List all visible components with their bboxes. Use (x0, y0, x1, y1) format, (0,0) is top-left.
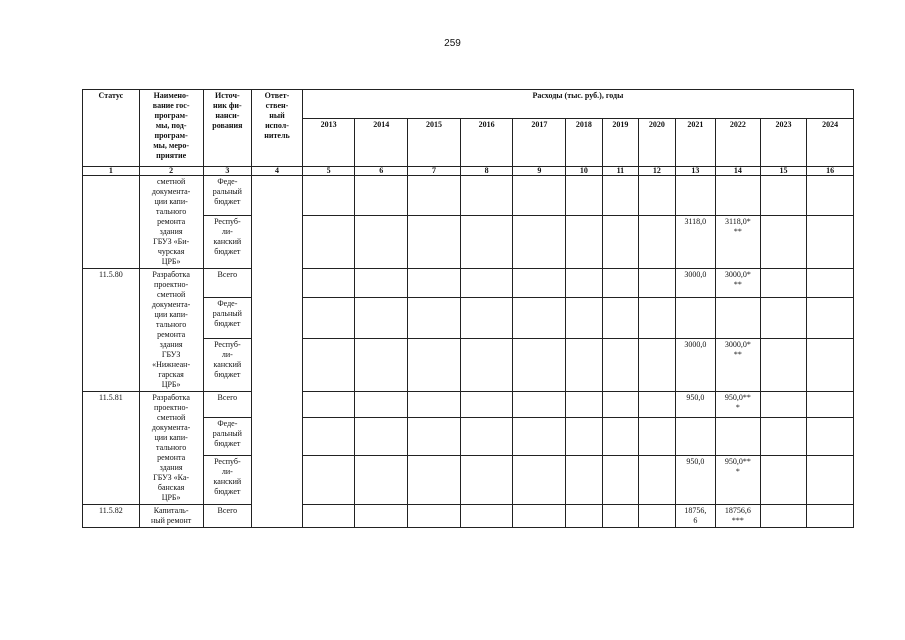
column-number: 4 (252, 167, 303, 176)
value-cell (760, 338, 807, 391)
value-cell (760, 176, 807, 216)
column-number: 9 (513, 167, 566, 176)
value-cell (513, 176, 566, 216)
value-cell-2021: 3118,0 (675, 216, 716, 269)
year-header: 2023 (760, 119, 807, 167)
value-cell (639, 269, 675, 298)
value-cell (408, 418, 461, 456)
value-cell (355, 176, 408, 216)
value-cell (760, 418, 807, 456)
value-cell (807, 216, 854, 269)
value-cell (639, 176, 675, 216)
year-header: 2024 (807, 119, 854, 167)
value-cell (639, 297, 675, 338)
value-cell (513, 392, 566, 418)
source-cell: Всего (203, 269, 252, 298)
value-cell (602, 392, 638, 418)
value-cell (355, 216, 408, 269)
column-number: 7 (408, 167, 461, 176)
column-number: 15 (760, 167, 807, 176)
value-cell (355, 418, 408, 456)
column-number: 8 (460, 167, 513, 176)
year-header: 2017 (513, 119, 566, 167)
value-cell-2021 (675, 418, 716, 456)
status-cell: 11.5.82 (83, 505, 140, 528)
value-cell (460, 176, 513, 216)
value-cell (807, 505, 854, 528)
year-header: 2021 (675, 119, 716, 167)
value-cell-2022 (716, 176, 761, 216)
value-cell (602, 455, 638, 504)
value-cell (408, 216, 461, 269)
value-cell (302, 338, 355, 391)
measure-name-cell: Разработка проектно- сметной документа- ции капи- тального ремонта здания ГБУЗ «Нижнеан- гарская ЦРБ» (139, 269, 203, 392)
year-header: 2013 (302, 119, 355, 167)
source-cell: Респуб- ли- канский бюджет (203, 216, 252, 269)
value-cell-2021: 3000,0 (675, 338, 716, 391)
table-row (83, 505, 854, 528)
source-cell: Всего (203, 505, 252, 528)
value-cell (566, 297, 602, 338)
value-cell (302, 269, 355, 298)
value-cell (602, 505, 638, 528)
value-cell (639, 338, 675, 391)
value-cell (566, 216, 602, 269)
column-number: 13 (675, 167, 716, 176)
year-header: 2020 (639, 119, 675, 167)
table-body (83, 176, 854, 528)
value-cell (760, 216, 807, 269)
value-cell (355, 269, 408, 298)
source-cell: Всего (203, 392, 252, 418)
value-cell (760, 392, 807, 418)
value-cell (807, 176, 854, 216)
value-cell-2021: 950,0 (675, 455, 716, 504)
value-cell (302, 216, 355, 269)
value-cell (602, 216, 638, 269)
value-cell-2022: 3000,0* ** (716, 338, 761, 391)
source-cell: Респуб- ли- канский бюджет (203, 338, 252, 391)
header-source: Источ- ник фи- нанси- рования (203, 90, 252, 167)
source-cell: Феде- ральный бюджет (203, 418, 252, 456)
value-cell (460, 297, 513, 338)
value-cell (807, 297, 854, 338)
value-cell (639, 216, 675, 269)
value-cell (566, 176, 602, 216)
value-cell (639, 455, 675, 504)
value-cell (513, 455, 566, 504)
value-cell-2021 (675, 297, 716, 338)
source-cell: Феде- ральный бюджет (203, 176, 252, 216)
header-executor: Ответ- ствен- ный испол- нитель (252, 90, 303, 167)
value-cell (602, 269, 638, 298)
value-cell-2022 (716, 297, 761, 338)
value-cell (807, 455, 854, 504)
value-cell-2022: 3118,0* ** (716, 216, 761, 269)
value-cell-2021: 3000,0 (675, 269, 716, 298)
value-cell (408, 392, 461, 418)
value-cell (460, 338, 513, 391)
status-cell: 11.5.80 (83, 269, 140, 392)
value-cell (408, 176, 461, 216)
column-number: 12 (639, 167, 675, 176)
column-number: 2 (139, 167, 203, 176)
value-cell (460, 418, 513, 456)
header-name: Наимено- вание гос- програм- мы, под- програм- мы, меро- приятие (139, 90, 203, 167)
value-cell-2021 (675, 176, 716, 216)
column-number: 14 (716, 167, 761, 176)
value-cell (460, 216, 513, 269)
value-cell (566, 505, 602, 528)
value-cell (355, 455, 408, 504)
value-cell (302, 418, 355, 456)
value-cell (807, 392, 854, 418)
column-number: 1 (83, 167, 140, 176)
table-row (83, 176, 854, 216)
value-cell (602, 176, 638, 216)
year-header: 2016 (460, 119, 513, 167)
value-cell (513, 216, 566, 269)
value-cell (566, 392, 602, 418)
executor-cell (252, 176, 303, 528)
value-cell (760, 297, 807, 338)
value-cell (760, 455, 807, 504)
value-cell (460, 269, 513, 298)
value-cell-2022 (716, 418, 761, 456)
year-header: 2014 (355, 119, 408, 167)
value-cell (513, 505, 566, 528)
value-cell (302, 392, 355, 418)
value-cell (602, 297, 638, 338)
value-cell (513, 269, 566, 298)
value-cell (760, 505, 807, 528)
value-cell-2022: 950,0** * (716, 392, 761, 418)
column-number: 6 (355, 167, 408, 176)
page-number: 259 (444, 38, 461, 49)
status-cell: 11.5.81 (83, 392, 140, 505)
measure-name-cell: Капиталь- ный ремонт (139, 505, 203, 528)
year-header: 2015 (408, 119, 461, 167)
value-cell (807, 418, 854, 456)
year-header: 2019 (602, 119, 638, 167)
value-cell (602, 418, 638, 456)
column-number: 5 (302, 167, 355, 176)
table-row (83, 392, 854, 418)
value-cell (513, 297, 566, 338)
source-cell: Феде- ральный бюджет (203, 297, 252, 338)
value-cell (408, 338, 461, 391)
table-row (83, 269, 854, 298)
value-cell (408, 269, 461, 298)
value-cell (408, 505, 461, 528)
value-cell (639, 505, 675, 528)
value-cell (639, 418, 675, 456)
status-cell (83, 176, 140, 269)
value-cell-2021: 950,0 (675, 392, 716, 418)
value-cell (302, 505, 355, 528)
value-cell (302, 176, 355, 216)
value-cell-2022: 950,0** * (716, 455, 761, 504)
value-cell (302, 455, 355, 504)
value-cell (566, 455, 602, 504)
measure-name-cell: Разработка проектно- сметной документа- ции капи- тального ремонта здания ГБУЗ «Ка- банская ЦРБ» (139, 392, 203, 505)
value-cell (460, 455, 513, 504)
value-cell (460, 392, 513, 418)
value-cell (566, 269, 602, 298)
measure-name-cell: сметной документа- ции капи- тального ремонта здания ГБУЗ «Би- чурская ЦРБ» (139, 176, 203, 269)
value-cell (355, 505, 408, 528)
budget-table (82, 89, 854, 528)
value-cell (355, 297, 408, 338)
value-cell-2022: 3000,0* ** (716, 269, 761, 298)
value-cell (302, 297, 355, 338)
value-cell (760, 269, 807, 298)
value-cell (602, 338, 638, 391)
value-cell (408, 297, 461, 338)
value-cell (513, 338, 566, 391)
year-header: 2018 (566, 119, 602, 167)
value-cell (408, 455, 461, 504)
column-number: 3 (203, 167, 252, 176)
column-number: 11 (602, 167, 638, 176)
value-cell (807, 269, 854, 298)
value-cell (355, 338, 408, 391)
year-header: 2022 (716, 119, 761, 167)
value-cell (566, 418, 602, 456)
value-cell (807, 338, 854, 391)
column-number: 10 (566, 167, 602, 176)
column-number-row (83, 167, 854, 176)
column-number: 16 (807, 167, 854, 176)
value-cell (460, 505, 513, 528)
value-cell-2021: 18756, 6 (675, 505, 716, 528)
value-cell (513, 418, 566, 456)
source-cell: Респуб- ли- канский бюджет (203, 455, 252, 504)
header-expenses: Расходы (тыс. руб.), годы (302, 90, 853, 119)
value-cell (355, 392, 408, 418)
header-status: Статус (83, 90, 140, 167)
value-cell (639, 392, 675, 418)
value-cell-2022: 18756,6 *** (716, 505, 761, 528)
value-cell (566, 338, 602, 391)
